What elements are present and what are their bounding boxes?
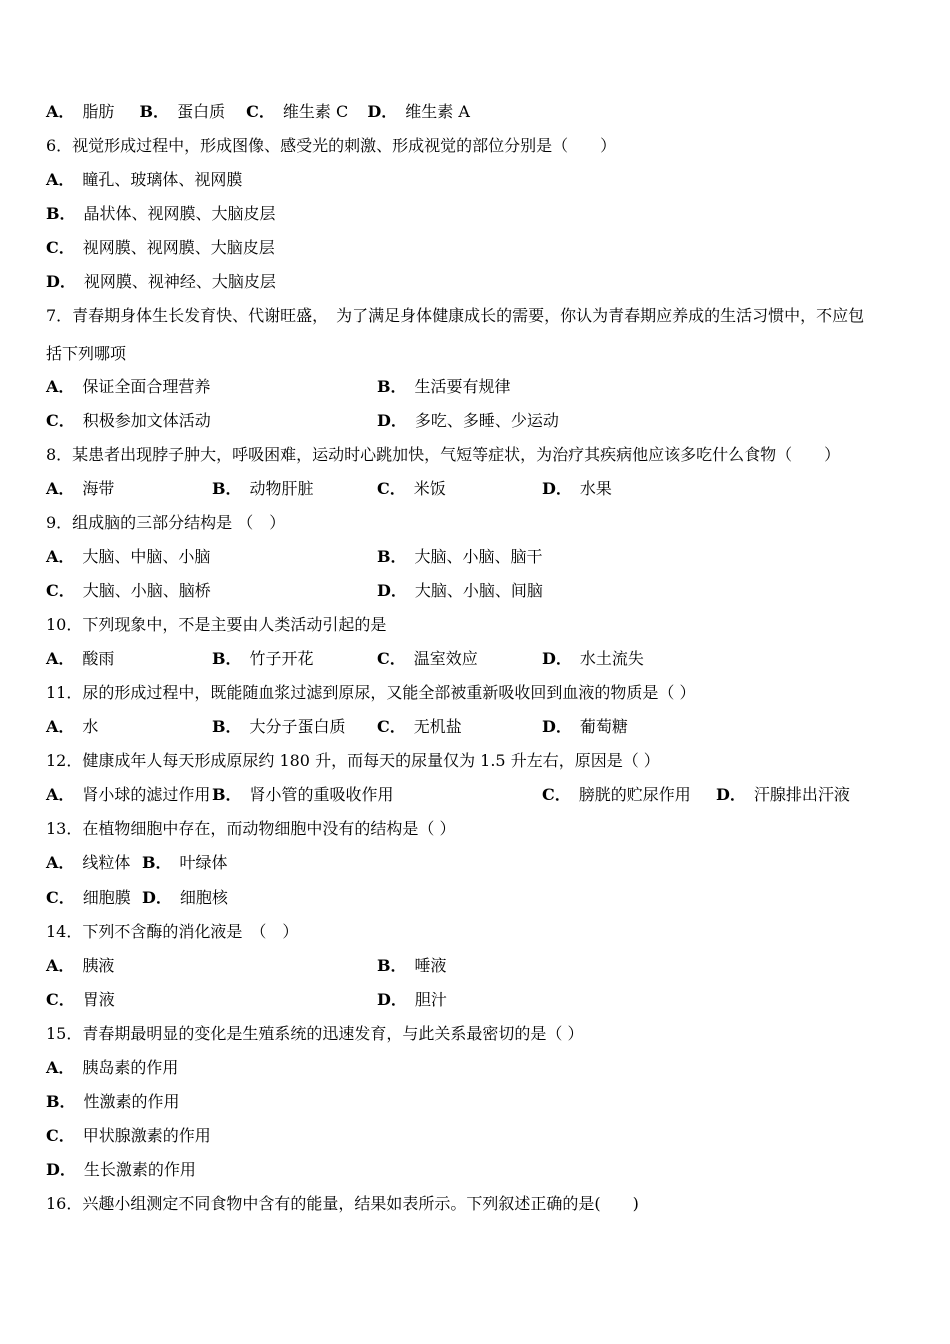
option-text: 性激素的作用: [83, 1092, 180, 1111]
option: [46, 956, 114, 976]
option-text: 细胞膜: [82, 888, 131, 907]
option: [377, 547, 543, 567]
option-text: 大脑、小脑、脑桥: [82, 581, 211, 600]
question-stem: 13．在植物细胞中存在，而动物细胞中没有的结构是（ ）: [46, 819, 456, 838]
option-text: 温室效应: [413, 649, 478, 668]
option: [46, 1160, 196, 1180]
option: [46, 785, 210, 805]
option-label: A．: [46, 956, 75, 975]
option-label: C．: [46, 888, 75, 907]
option-label: D．: [542, 649, 572, 668]
option: [46, 238, 275, 258]
question-stem: 9．组成脑的三部分结构是 （ ）: [46, 513, 286, 532]
option-text: 无机盐: [413, 717, 462, 736]
question-stem-cont: 括下列哪项: [46, 344, 127, 363]
option-text: 保证全面合理营养: [82, 377, 211, 396]
option-label: C．: [46, 581, 75, 600]
option-text: 蛋白质: [177, 102, 226, 121]
option: [377, 990, 447, 1010]
option-text: 维生素 C: [282, 102, 349, 121]
option: [46, 853, 130, 873]
option: [46, 990, 115, 1010]
option-label: B．: [46, 204, 76, 223]
option-text: 胰岛素的作用: [82, 1058, 179, 1077]
option-text: 细胞核: [179, 888, 228, 907]
option-text: 大脑、小脑、间脑: [414, 581, 543, 600]
option-text: 胰液: [82, 956, 115, 975]
option-label: C．: [46, 1126, 75, 1145]
option-label: D．: [377, 990, 407, 1009]
question-stem: 10．下列现象中，不是主要由人类活动引起的是: [46, 615, 387, 634]
option: [46, 717, 98, 737]
option: [377, 649, 478, 669]
option-label: B．: [139, 102, 170, 121]
option-label: C．: [377, 649, 406, 668]
question-stem: 12．健康成年人每天形成原尿约 180 升，而每天的尿量仅为 1.5 升左右，原因是（ ）: [46, 751, 660, 770]
option-label: D．: [542, 717, 572, 736]
option-label: D．: [542, 479, 572, 498]
option-label: A．: [46, 1058, 75, 1077]
option: [212, 479, 314, 499]
option-text: 海带: [82, 479, 115, 498]
option-text: 水: [82, 717, 99, 736]
option: [46, 547, 210, 567]
option-text: 水土流失: [579, 649, 644, 668]
option-text: 竹子开花: [249, 649, 314, 668]
option-text: 米饭: [413, 479, 446, 498]
option-label: B．: [212, 717, 242, 736]
option: [377, 411, 559, 431]
option-text: 膀胱的贮尿作用: [578, 785, 691, 804]
option: [46, 888, 131, 908]
option-text: 瞳孔、玻璃体、视网膜: [82, 170, 243, 189]
option: [542, 717, 628, 737]
option: [46, 479, 114, 499]
question-stem: 14．下列不含酶的消化液是 （ ）: [46, 922, 299, 941]
option: [46, 411, 211, 431]
option-label: A．: [46, 170, 75, 189]
option: [142, 853, 228, 873]
question-stem: 11．尿的形成过程中，既能随血浆过滤到原尿，又能全部被重新吸收回到血液的物质是（ ）: [46, 683, 696, 702]
option: [46, 1058, 178, 1078]
option-text: 胆汁: [414, 990, 447, 1009]
option-text: 视网膜、视神经、大脑皮层: [83, 272, 276, 291]
option: [542, 479, 612, 499]
option-label: A．: [46, 102, 75, 121]
option-label: B．: [212, 649, 242, 668]
option-text: 大脑、中脑、小脑: [82, 547, 211, 566]
option-text: 酸雨: [82, 649, 115, 668]
option: [46, 1092, 180, 1112]
option: [377, 717, 462, 737]
option-text: 肾小管的重吸收作用: [249, 785, 394, 804]
option: [377, 377, 511, 397]
option: [377, 581, 543, 601]
option: [212, 717, 346, 737]
option-label: C．: [542, 785, 571, 804]
q5-options: [46, 102, 470, 122]
option-label: C．: [46, 990, 75, 1009]
option-label: D．: [716, 785, 746, 804]
option: [377, 956, 447, 976]
option-text: 肾小球的滤过作用: [82, 785, 211, 804]
option: [46, 581, 211, 601]
option: [46, 1126, 211, 1146]
option-text: 动物肝脏: [249, 479, 314, 498]
option-text: 汗腺排出汗液: [753, 785, 850, 804]
option-text: 生长激素的作用: [83, 1160, 196, 1179]
option-label: A．: [46, 377, 75, 396]
option-label: C．: [377, 479, 406, 498]
option-label: B．: [142, 853, 172, 872]
option-label: B．: [377, 377, 407, 396]
option-text: 叶绿体: [179, 853, 228, 872]
option-text: 生活要有规律: [414, 377, 511, 396]
option-label: D．: [46, 1160, 76, 1179]
option-text: 积极参加文体活动: [82, 411, 211, 430]
option: [142, 888, 228, 908]
option: [46, 204, 276, 224]
option-label: A．: [46, 717, 75, 736]
option-text: 多吃、多睡、少运动: [414, 411, 559, 430]
option-label: A．: [46, 479, 75, 498]
option-text: 大分子蛋白质: [249, 717, 346, 736]
option-label: D．: [142, 888, 172, 907]
option: [377, 479, 446, 499]
option: [542, 649, 644, 669]
option: [46, 272, 276, 292]
question-stem: 6．视觉形成过程中，形成图像、感受光的刺激、形成视觉的部位分别是（ ）: [46, 136, 617, 155]
option-text: 唾液: [414, 956, 447, 975]
option-label: D．: [367, 102, 398, 121]
option-label: B．: [212, 785, 242, 804]
option: [212, 649, 314, 669]
option: [46, 649, 114, 669]
question-stem: 15．青春期最明显的变化是生殖系统的迅速发育，与此关系最密切的是（ ）: [46, 1024, 584, 1043]
option-label: C．: [46, 411, 75, 430]
option-label: D．: [377, 411, 407, 430]
option-label: C．: [377, 717, 406, 736]
question-stem: 8．某患者出现脖子肿大，呼吸困难，运动时心跳加快，气短等症状，为治疗其疾病他应该多吃什么食物（ ）: [46, 445, 841, 464]
option-label: C．: [46, 238, 75, 257]
option-label: D．: [377, 581, 407, 600]
option: [46, 170, 242, 190]
option: [212, 785, 394, 805]
option-text: 维生素 A: [405, 102, 470, 121]
option-text: 胃液: [82, 990, 115, 1009]
option: [542, 785, 691, 805]
option-label: B．: [212, 479, 242, 498]
option-label: B．: [377, 956, 407, 975]
option-label: A．: [46, 785, 75, 804]
option-text: 脂肪: [82, 102, 115, 121]
question-stem: 16．兴趣小组测定不同食物中含有的能量，结果如表所示。下列叙述正确的是( ): [46, 1194, 639, 1213]
option: [716, 785, 850, 805]
option-label: C．: [246, 102, 275, 121]
option: [46, 377, 210, 397]
option-text: 水果: [579, 479, 612, 498]
option-text: 葡萄糖: [579, 717, 628, 736]
option-text: 线粒体: [82, 853, 131, 872]
option-text: 大脑、小脑、脑干: [414, 547, 543, 566]
option-label: D．: [46, 272, 76, 291]
option-label: A．: [46, 547, 75, 566]
option-label: A．: [46, 649, 75, 668]
option-label: B．: [377, 547, 407, 566]
option-text: 甲状腺激素的作用: [82, 1126, 211, 1145]
question-stem: 7．青春期身体生长发育快、代谢旺盛， 为了满足身体健康成长的需要，你认为青春期应养成的生活习惯中，不应包: [46, 306, 865, 325]
option-text: 视网膜、视网膜、大脑皮层: [82, 238, 275, 257]
option-label: A．: [46, 853, 75, 872]
option-label: B．: [46, 1092, 76, 1111]
option-text: 晶状体、视网膜、大脑皮层: [83, 204, 276, 223]
